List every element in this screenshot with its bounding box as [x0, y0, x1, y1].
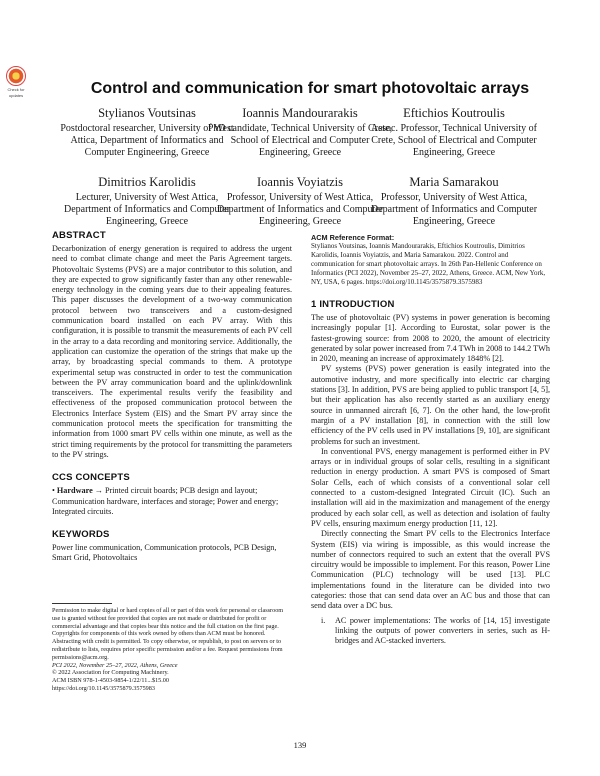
intro-paragraph: Directly connecting the Smart PV cells to the Electronics Interface System (EIS) via wiring is impossible, as this would increase the number of connectors required to such an extent that the overall PVS circuitry would be impossible to implement. For this reason, Power Line Communication (PLC) technology will be used [13]. PLC implementations found in the literature can be divided into two categories: those that can send data over an AC bus and those that can send data over a DC bus.	[311, 529, 550, 611]
author-affiliation: PhD candidate, Technical University of Crete, School of Electrical and Computer Engineering, Greece	[207, 123, 393, 158]
author-name: Maria Samarakou	[409, 175, 499, 189]
permission-text: Permission to make digital or hard copies of all or part of this work for personal or classroom use is granted without fee provided that copies are not made or distributed for profit or commercial advantage and that copies bear this notice and the full citation on the first page. Copyrights for components of this work owned by others than ACM must be honored. Abstracting with credit is permitted. To copy otherwise, or republish, to post on servers or to redistribute to lists, requires prior specific permission and/or a fee. Request permissions from permissions@acm.org.	[52, 607, 284, 661]
doi-link[interactable]: https://doi.org/10.1145/3575879.3575983	[52, 684, 155, 692]
author-affiliation: Postdoctoral researcher, University of West Attica, Department of Informatics and Computer Engineering, Greece	[60, 123, 234, 158]
footnote-rule	[52, 603, 112, 604]
ccs-arrow: →	[94, 486, 103, 496]
author-affiliation: Professor, University of West Attica, Department of Informatics and Computer Engineering, Greece	[216, 192, 384, 227]
reference-format-heading: ACM Reference Format:	[311, 233, 395, 242]
author-name: Stylianos Voutsinas	[98, 106, 196, 120]
crossmark-icon	[6, 66, 26, 86]
author-affiliation: Assoc. Professor, Technical University of Crete, School of Electrical and Computer Engineering, Greece	[371, 123, 537, 158]
reference-format-text: Stylianos Voutsinas, Ioannis Mandourarakis, Eftichios Koutroulis, Dimitrios Karolidis, Ioannis Voyiatzis, and Maria Samarakou. 2022. Control and communication for smart photovoltaic arrays. In 26th Pan-Hellenic Conference on Informatics (PCI 2022), November 25–27, 2022, Athens, Greece. ACM, New York, NY, USA, 6 pages. https://doi.org/10.1145/3575879.3575983	[311, 242, 546, 286]
ccs-text	[52, 486, 292, 517]
permission-block	[52, 603, 292, 693]
ccs-bullet: •	[52, 486, 55, 496]
ccs-lead: Hardware	[56, 486, 93, 496]
paper-title: Control and communication for smart photovoltaic arrays	[90, 80, 530, 97]
author-name: Dimitrios Karolidis	[98, 175, 196, 189]
badge-line2: updates	[8, 93, 24, 98]
intro-paragraph: PV systems (PVS) power generation is easily integrated into the automotive industry, and more specifically into electric car charging stations [3]. In addition, PVS are being applied to public transport [4, 5], but their application has also recently started as an auxiliary energy source in unmanned aircraft [6, 7]. On the other hand, the low-profit margin of a PV installation [8], in connection with the still low efficiency of the PV cells used in PV installations [9, 10], are significant problems for such an investment.	[311, 364, 550, 446]
ccs-concepts: Printed circuit boards; PCB design and layout; Communication hardware, interfaces and storage; Power and energy; Integrated circuits.	[52, 486, 279, 516]
list-text: AC power implementations: The works of [14, 15] investigate linking the outputs of power converters in series, such as H-bridges and AC-stacked inverters.	[335, 615, 550, 646]
check-for-updates-badge[interactable]	[5, 66, 27, 106]
author-name: Eftichios Koutroulis	[403, 106, 505, 120]
isbn-line: ACM ISBN 978-1-4503-9854-1/22/11...$15.00	[52, 677, 169, 685]
author-block	[359, 106, 549, 159]
intro-paragraph: The use of photovoltaic (PV) systems in power generation is becoming increasingly popular [1]. According to Eurostat, solar power is the fastest-growing source: from 2008 to 2020, the amount of electricity generated by solar power increased from 7.4 TWh in 2008 to 144.2 TWh in 2020, meaning an increase of approximately 1848% [2].	[311, 313, 550, 364]
copyright-line: © 2022 Association for Computing Machinery.	[52, 669, 169, 677]
author-affiliation: Professor, University of West Attica, Department of Informatics and Computer Engineering, Greece	[370, 192, 538, 227]
badge-line1: Check for	[7, 87, 25, 92]
author-affiliation: Lecturer, University of West Attica, Department of Informatics and Computer Engineering, Greece	[63, 192, 231, 227]
keywords-heading: KEYWORDS	[52, 529, 110, 541]
introduction-heading: 1 INTRODUCTION	[311, 299, 395, 310]
ccs-heading: CCS CONCEPTS	[52, 472, 130, 484]
author-block	[359, 175, 549, 228]
venue-line: PCI 2022, November 25–27, 2022, Athens, Greece	[52, 661, 178, 669]
abstract-text: Decarbonization of energy generation is required to address the urgent need to combat climate change and meet the Paris Agreement targets. Photovoltaic Systems (PVS) are a major contributor to this solution, and they are expected to grow significantly faster than any other renewable-energy technology in the coming years due to their appealing features. This paper discusses the development of a two-way communication protocol between two transceivers and a custom-designed communication board installed on each PV array. With this configuration, it is possible to transmit the measurements of each PV cell in the array to a data recording and monitoring service. Additionally, the application can customize the operation of the strings that make up the array, by broadcasting special commands to them. A prototype experimental setup was constructed in order to test the communication between the PV array communication board and the uplink/downlink transceivers. The experimental results verify the feasibility and effectiveness of the proposed communication protocol between the Electronics Interface System (EIS) and the Smart PV array since the communication protocol meets the specification for transmitting the information from 1000 smart PV cells within one minute, as well as the strict timing requirements by the protocol for transmitting the parameters to the PV strings.	[52, 244, 292, 459]
list-marker: i.	[321, 615, 326, 625]
list-item	[321, 616, 550, 647]
keywords-text: Power line communication, Communication protocols, PCB Design, Smart Grid, Photovoltaics	[52, 543, 277, 563]
right-column	[311, 233, 550, 647]
author-name: Ioannis Voyiatzis	[257, 175, 343, 189]
author-name: Ioannis Mandourarakis	[242, 106, 358, 120]
page-number: 139	[293, 740, 307, 750]
abstract-heading: ABSTRACT	[52, 230, 106, 241]
intro-paragraph: In conventional PVS, energy management is performed either in PV arrays or in individual groups of solar cells, resulting in a significant reduction in energy production. A smart PVS is composed of Smart Solar Cells, each of which consists of a conventional solar cell connected to a custom-designed Integrated Circuit (IC). Such an installation will aid in the maximization and management of the energy produced by each solar cell, as well as detection and isolation of faulty PV cells, ensuring maximum energy production [11, 12].	[311, 446, 550, 528]
left-column	[52, 230, 292, 564]
